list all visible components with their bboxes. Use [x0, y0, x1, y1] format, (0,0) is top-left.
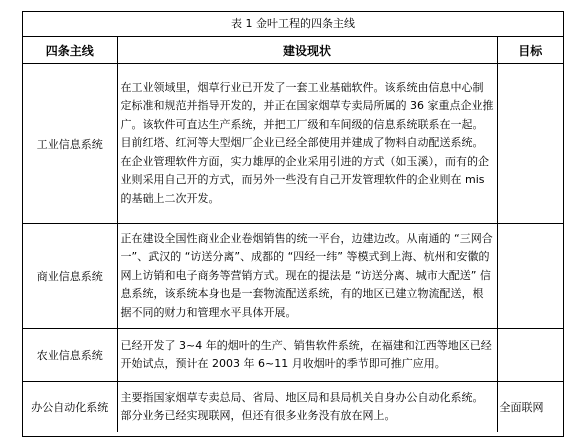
data-table-container — [22, 11, 564, 437]
row-name-cell: 工业信息系统 — [23, 64, 117, 224]
row-goal-cell: 全面联网 — [497, 382, 563, 433]
row-goal-cell — [497, 224, 563, 329]
table-row — [23, 64, 563, 224]
header-status: 建设现状 — [117, 37, 497, 64]
main-lines-table — [23, 37, 563, 432]
row-description-cell: 已经开发了 3~4 年的烟叶的生产、销售软件系统，在福建和江西等地区已经开始试点，预计在 2003 年 6~11 月收烟叶的季节即可推广应用。 — [117, 329, 497, 382]
header-goal: 目标 — [497, 37, 563, 64]
row-description-cell: 正在建设全国性商业企业卷烟销售的统一平台，边建边改。从南通的 “三网合一”、武汉的 “访送分离”、成都的 “四经一纬” 等模式到上海、杭州和安徽的网上访销和电子商务等营销方式。现在的提法是 “访送分离、城市大配送” 信息系统，该系统本身也是一套物流配送系统，有的地区已建立物流配送，根据不同的财力和管理水平具体开展。 — [117, 224, 497, 329]
row-name-cell: 农业信息系统 — [23, 329, 117, 382]
table-row — [23, 224, 563, 329]
row-name-cell: 办公自动化系统 — [23, 382, 117, 433]
header-row — [23, 37, 563, 64]
row-goal-cell — [497, 329, 563, 382]
table-row — [23, 382, 563, 433]
row-description-cell: 主要指国家烟草专卖总局、省局、地区局和县局机关自身办公自动化系统。部分业务已经实现联网，但还有很多业务没有放在网上。 — [117, 382, 497, 433]
row-goal-cell — [497, 64, 563, 224]
row-name-cell: 商业信息系统 — [23, 224, 117, 329]
row-description-cell: 在工业领域里，烟草行业已开发了一套工业基础软件。该系统由信息中心制定标准和规范并指导开发的，并正在国家烟草专卖局所属的 36 家重点企业推广。该软件可直达生产系统，并把工厂级和车间级的信息系统联系在一起。目前红塔、红河等大型烟厂企业已经全部使用并建成了物料自动配送系统。在企业管理软件方面，实力雄厚的企业采用引进的方式（如玉溪），而有的企业则采用自己开的方式，而另外一些没有自己开发管理软件的企业则在 mis 的基础上二次开发。 — [117, 64, 497, 224]
table-title: 表 1 金叶工程的四条主线 — [23, 12, 563, 37]
header-main-line: 四条主线 — [23, 37, 117, 64]
table-row — [23, 329, 563, 382]
